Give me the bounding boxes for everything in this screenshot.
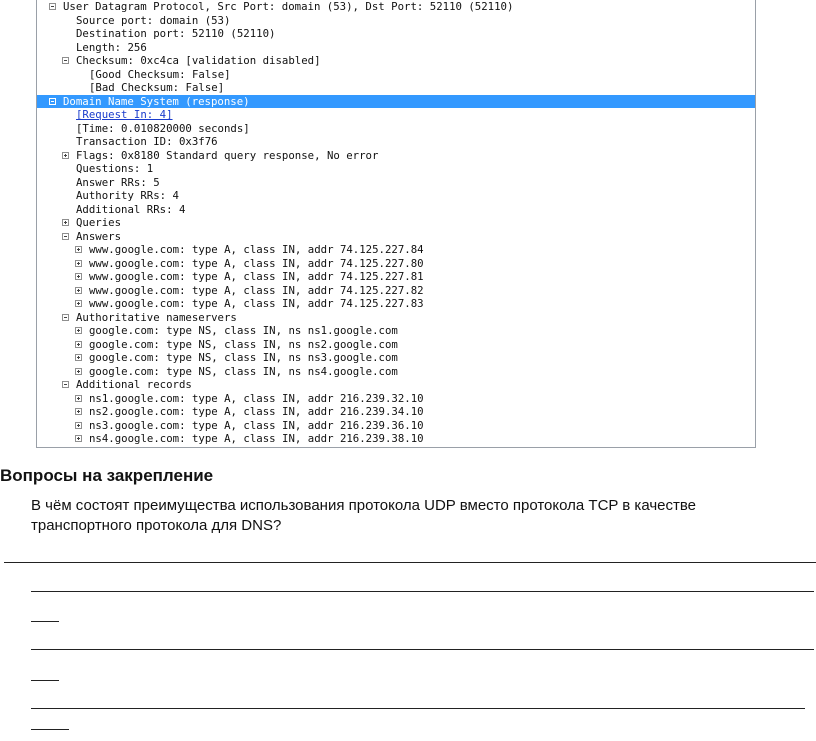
tree-row-label: Destination port: 52110 (52110) — [76, 27, 276, 40]
expand-icon[interactable] — [75, 422, 82, 429]
expand-icon[interactable] — [75, 260, 82, 267]
answer-line-short[interactable] — [31, 621, 59, 622]
expand-icon[interactable] — [75, 435, 82, 442]
collapse-icon[interactable] — [62, 233, 69, 240]
expand-icon[interactable] — [75, 273, 82, 280]
expand-icon[interactable] — [62, 219, 69, 226]
tree-row-label: Checksum: 0xc4ca [validation disabled] — [76, 54, 321, 67]
expand-icon[interactable] — [75, 300, 82, 307]
tree-row-label: ns4.google.com: type A, class IN, addr 216.239.38.10 — [89, 432, 424, 445]
tree-row-label: [Good Checksum: False] — [89, 67, 231, 81]
question-text: В чём состоят преимущества использования протокола UDP вместо протокола TCP в качестве транспортного протокола для DNS? — [31, 497, 697, 534]
tree-row-label: Additional RRs: 4 — [76, 202, 186, 216]
tree-row[interactable] — [37, 351, 755, 365]
answer-line[interactable] — [4, 562, 816, 563]
tree-row[interactable] — [37, 257, 755, 271]
tree-row-label: User Datagram Protocol, Src Port: domain (53), Dst Port: 52110 (52110) — [63, 0, 514, 13]
tree-row-label: [Time: 0.010820000 seconds] — [76, 121, 250, 135]
collapse-icon[interactable] — [62, 381, 69, 388]
tree-row[interactable] — [37, 365, 755, 379]
expand-icon[interactable] — [75, 327, 82, 334]
tree-row[interactable] — [37, 270, 755, 284]
tree-row-label: Authoritative nameservers — [76, 310, 237, 324]
tree-row-label: Answer RRs: 5 — [76, 175, 160, 189]
tree-row-label: Additional records — [76, 378, 192, 391]
tree-row[interactable] — [37, 162, 755, 176]
tree-row[interactable] — [37, 392, 755, 406]
collapse-icon[interactable] — [49, 3, 56, 10]
tree-row[interactable] — [37, 135, 755, 149]
tree-row-label: google.com: type NS, class IN, ns ns4.google.com — [89, 364, 398, 378]
tree-row-label: ns2.google.com: type A, class IN, addr 216.239.34.10 — [89, 405, 424, 418]
tree-row-label: Transaction ID: 0x3f76 — [76, 135, 218, 148]
tree-row[interactable] — [37, 311, 755, 325]
tree-row[interactable] — [37, 432, 755, 446]
answer-line[interactable] — [31, 649, 814, 650]
expand-icon[interactable] — [62, 152, 69, 159]
tree-row[interactable] — [37, 189, 755, 203]
tree-row-label: www.google.com: type A, class IN, addr 74.125.227.84 — [89, 243, 424, 256]
tree-row[interactable] — [37, 122, 755, 136]
answer-line-short[interactable] — [31, 729, 69, 730]
tree-row-label: Authority RRs: 4 — [76, 189, 179, 202]
tree-row-label: ns3.google.com: type A, class IN, addr 216.239.36.10 — [89, 418, 424, 432]
expand-icon[interactable] — [75, 368, 82, 375]
tree-row[interactable] — [37, 324, 755, 338]
pane-scrollbar[interactable] — [755, 0, 756, 448]
tree-row-label: Flags: 0x8180 Standard query response, No error — [76, 148, 379, 162]
expand-icon[interactable] — [75, 287, 82, 294]
tree-row-label: [Bad Checksum: False] — [89, 81, 225, 94]
tree-row[interactable] — [37, 27, 755, 41]
tree-row[interactable] — [37, 41, 755, 55]
tree-row[interactable] — [37, 405, 755, 419]
tree-row[interactable] — [37, 68, 755, 82]
tree-row-label: www.google.com: type A, class IN, addr 74.125.227.80 — [89, 256, 424, 270]
tree-row[interactable] — [37, 14, 755, 28]
tree-row[interactable] — [37, 176, 755, 190]
answer-line[interactable] — [31, 591, 814, 592]
expand-icon[interactable] — [75, 395, 82, 402]
answer-line[interactable] — [31, 708, 805, 709]
tree-row[interactable] — [37, 243, 755, 257]
collapse-icon[interactable] — [49, 98, 56, 105]
collapse-icon[interactable] — [62, 57, 69, 64]
collapse-icon[interactable] — [62, 314, 69, 321]
expand-icon[interactable] — [75, 354, 82, 361]
expand-icon[interactable] — [75, 341, 82, 348]
tree-row-label: Source port: domain (53) — [76, 13, 231, 27]
tree-row-label: Questions: 1 — [76, 162, 154, 175]
tree-row[interactable] — [37, 81, 755, 95]
tree-row-label: google.com: type NS, class IN, ns ns2.google.com — [89, 337, 398, 351]
request-link[interactable]: [Request In: 4] — [76, 108, 173, 121]
tree-row[interactable] — [37, 0, 755, 14]
tree-row-label: google.com: type NS, class IN, ns ns3.google.com — [89, 351, 398, 364]
tree-row[interactable] — [37, 149, 755, 163]
tree-row[interactable] — [37, 108, 755, 122]
tree-row-label: www.google.com: type A, class IN, addr 74.125.227.81 — [89, 270, 424, 283]
tree-row-label: www.google.com: type A, class IN, addr 74.125.227.83 — [89, 297, 424, 310]
tree-row[interactable] — [37, 378, 755, 392]
tree-row[interactable] — [37, 419, 755, 433]
tree-row-label: Answers — [76, 229, 122, 243]
tree-row-label: Length: 256 — [76, 40, 147, 54]
tree-row-label: ns1.google.com: type A, class IN, addr 216.239.32.10 — [89, 391, 424, 405]
tree-row[interactable] — [37, 216, 755, 230]
tree-row[interactable] — [37, 230, 755, 244]
packet-details-pane[interactable] — [36, 0, 756, 448]
tree-row[interactable] — [37, 284, 755, 298]
tree-row[interactable] — [37, 54, 755, 68]
tree-row-selected[interactable] — [37, 95, 755, 109]
tree-row[interactable] — [37, 203, 755, 217]
tree-row-label: www.google.com: type A, class IN, addr 74.125.227.82 — [89, 283, 424, 297]
tree-row-label: google.com: type NS, class IN, ns ns1.google.com — [89, 324, 398, 337]
tree-row-label: Queries — [76, 216, 122, 229]
answer-line-short[interactable] — [31, 680, 59, 681]
section-heading: Вопросы на закрепление — [0, 466, 214, 485]
expand-icon[interactable] — [75, 246, 82, 253]
tree-row[interactable] — [37, 338, 755, 352]
tree-row-label: Domain Name System (response) — [63, 94, 250, 108]
tree-row[interactable] — [37, 297, 755, 311]
expand-icon[interactable] — [75, 408, 82, 415]
